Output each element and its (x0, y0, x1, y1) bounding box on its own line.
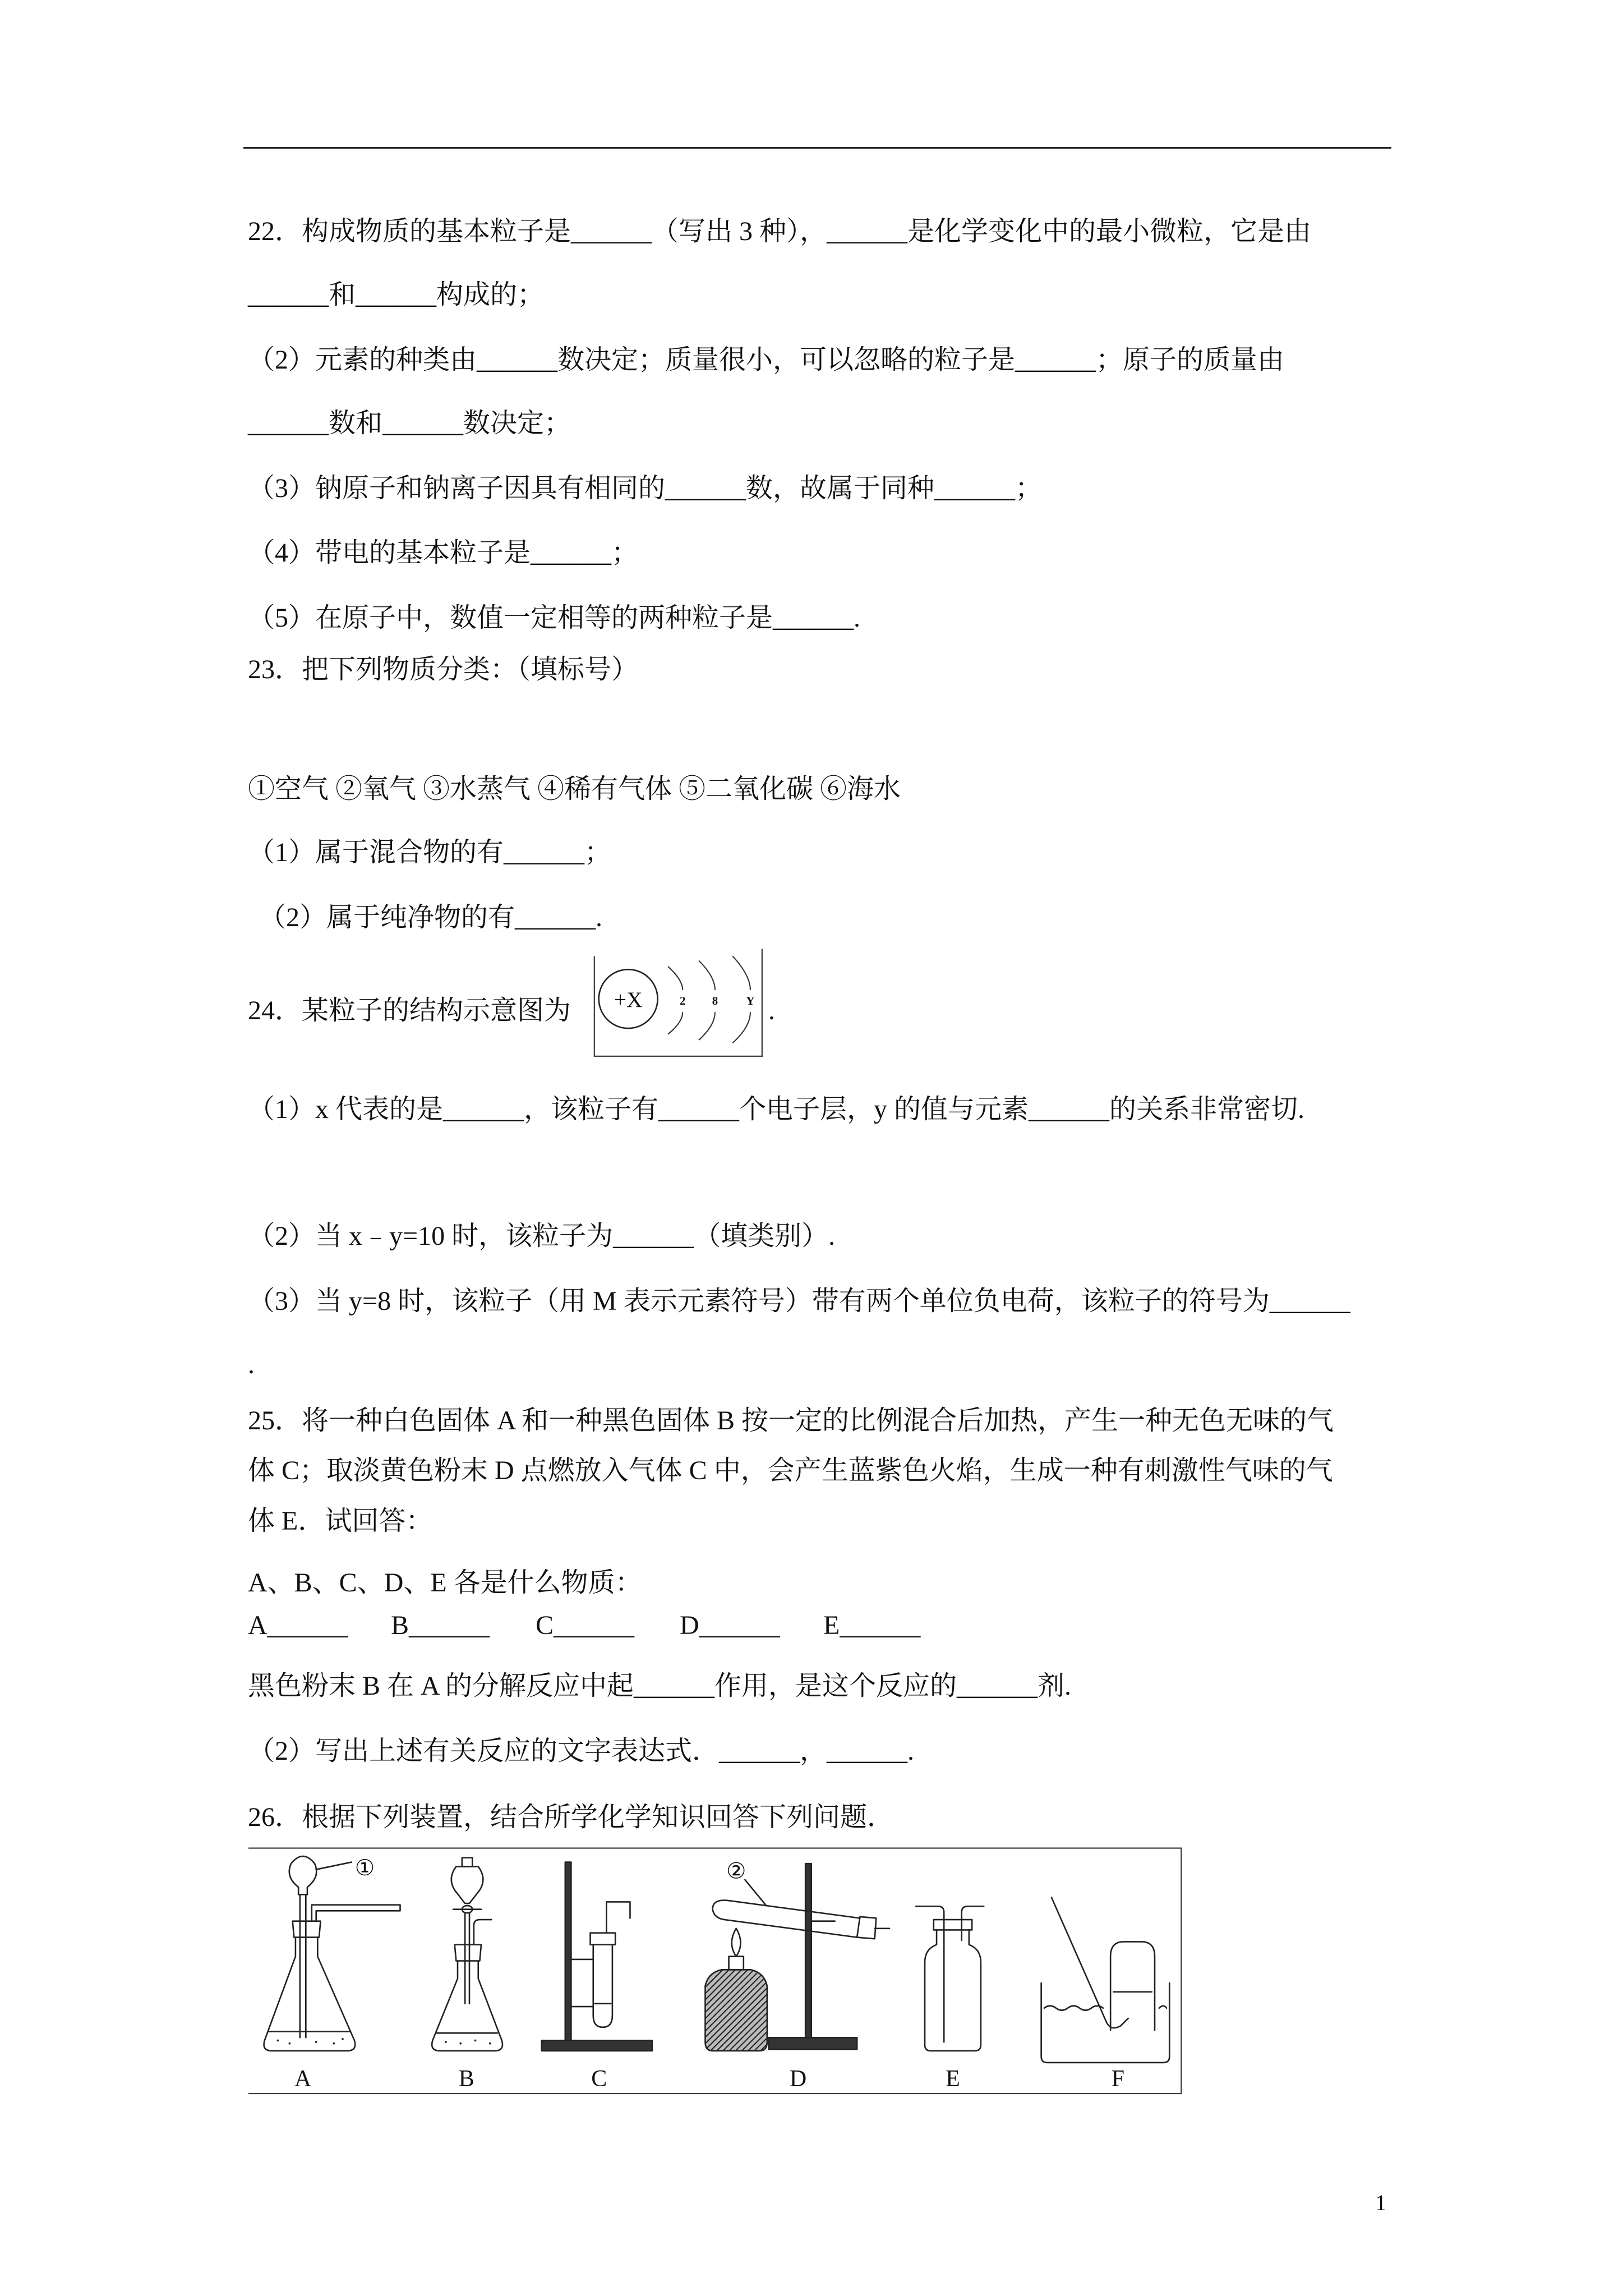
shell-3-electron-count: Y (746, 994, 755, 1008)
q23-part-2: （2）属于纯净物的有______. (259, 903, 603, 932)
apparatus-d (705, 1864, 889, 2051)
q25-stem-line-3: 体 E．试回答： (248, 1506, 433, 1536)
particle-structure-diagram (590, 946, 769, 1061)
alcohol-lamp-wick-holder (729, 1957, 744, 1970)
q25-prompt: A、B、C、D、E 各是什么物质： (248, 1568, 642, 1598)
q23-part-1: （1）属于混合物的有______； (248, 838, 612, 867)
stand-d-rod (805, 1864, 811, 2037)
flask-a-body (264, 1938, 356, 2051)
flask-b-liquid-dots (445, 2040, 491, 2045)
flask-a-liquid-dots (277, 2038, 344, 2045)
q22-part-5: （5）在原子中，数值一定相等的两种粒子是______. (248, 603, 861, 633)
q22-part-4: （4）带电的基本粒子是______； (248, 538, 639, 568)
apparatus-figure (248, 1844, 1186, 2098)
flask-b-body (432, 1961, 502, 2051)
stand-c-base (542, 2041, 652, 2051)
q24-part-3-line-1: （3）当 y=8 时，该粒子（用 M 表示元素符号）带有两个单位负电荷，该粒子的符号为______ (248, 1286, 1350, 1316)
alcohol-lamp-body (705, 1970, 767, 2051)
flask-b-side-tube (474, 1920, 492, 1945)
separatory-funnel-stem (465, 1914, 469, 2004)
apparatus-c (542, 1862, 652, 2051)
gas-bottle-e (925, 1930, 981, 2050)
liquid-dot (277, 2040, 279, 2042)
inverted-gas-bottle (1110, 1941, 1155, 2030)
gas-bottle-e-long-tube (916, 1906, 944, 2042)
apparatus-a (264, 1856, 400, 2051)
q24-part-1: （1）x 代表的是______，该粒子有______个电子层，y 的值与元素______的关系非常密切. (248, 1094, 1305, 1124)
header-rule (243, 147, 1391, 149)
q24-part-2: （2）当 x﹣y=10 时，该粒子为______（填类别）. (248, 1221, 836, 1251)
stand-c-clamp (571, 1959, 593, 2007)
liquid-dot (474, 2040, 477, 2042)
flask-a-stopper (293, 1921, 321, 1938)
label-c: C (591, 2065, 607, 2092)
q25-blank-b: B______ (391, 1611, 490, 1640)
q22-stem-line-2: ______和______构成的； (248, 280, 545, 310)
q25-blank-d: D______ (680, 1611, 780, 1640)
q25-blank-c: C______ (536, 1611, 635, 1640)
q26-stem: 26．根据下列装置，结合所学化学知识回答下列问题． (248, 1802, 895, 1832)
flask-b-stopper (455, 1945, 481, 1961)
liquid-dot (333, 2042, 335, 2045)
apparatus-e (916, 1906, 984, 2051)
callout-2-label: ② (726, 1858, 746, 1884)
liquid-dot (289, 2042, 291, 2045)
stand-d-base (768, 2037, 857, 2049)
shell-2-electron-count: 8 (712, 994, 718, 1008)
callout-1-label: ① (354, 1856, 375, 1881)
liquid-dot (459, 2042, 462, 2045)
q24-stem: 24．某粒子的结构示意图为 (248, 996, 571, 1025)
q25-catalyst-line: 黑色粉末 B 在 A 的分解反应中起______作用，是这个反应的______剂. (248, 1671, 1072, 1701)
thistle-funnel-bulb (289, 1856, 317, 1894)
q22-part-2-line-2: ______数和______数决定； (248, 408, 571, 438)
apparatus-f (1041, 1898, 1170, 2063)
thistle-funnel-stem (300, 1894, 306, 2037)
label-d: D (789, 2065, 807, 2092)
q25-blank-a: A______ (248, 1611, 348, 1640)
q22-part-2-line-1: （2）元素的种类由______数决定；质量很小，可以忽略的粒子是______；原子的质量由 (248, 345, 1285, 375)
q23-stem: 23．把下列物质分类：（填标号） (248, 655, 639, 684)
label-e: E (946, 2065, 960, 2092)
liquid-dot (315, 2041, 317, 2043)
q24-part-3-line-2: . (248, 1350, 255, 1379)
stand-c-rod (565, 1862, 571, 2041)
q22-stem-line-1: 22．构成物质的基本粒子是______（写出 3 种），______是化学变化中的最小微粒，它是由 (248, 217, 1312, 246)
separatory-funnel-stopper (462, 1858, 472, 1867)
test-tube-c (593, 1945, 612, 2027)
trough-water-surface (1044, 2006, 1166, 2010)
gas-bottle-e-stopper (934, 1920, 972, 1930)
test-tube-c-delivery-tube (606, 1902, 630, 1932)
q25-part-2: （2）写出上述有关反应的文字表达式．______，______. (248, 1736, 915, 1766)
q22-part-3: （3）钠原子和钠离子因具有相同的______数，故属于同种______； (248, 473, 1043, 503)
callout-1-leader (316, 1862, 352, 1870)
separatory-funnel-bulb (451, 1866, 483, 1903)
q25-stem-line-2: 体 C；取淡黄色粉末 D 点燃放入气体 C 中，会产生蓝紫色火焰，生成一种有刺激性气味的气 (248, 1456, 1333, 1485)
alcohol-lamp-flame (732, 1929, 741, 1957)
flask-a-delivery-tube (312, 1905, 400, 1921)
test-tube-c-stopper (591, 1933, 616, 1945)
q25-blank-e: E______ (823, 1611, 921, 1640)
page-number: 1 (1375, 2190, 1386, 2215)
test-tube-d-stopper (857, 1917, 876, 1939)
water-trough (1041, 1983, 1170, 2063)
q23-options: ①空气 ②氧气 ③水蒸气 ④稀有气体 ⑤二氧化碳 ⑥海水 (248, 774, 901, 804)
callout-2-leader (745, 1880, 766, 1905)
label-f: F (1111, 2065, 1124, 2092)
liquid-dot (445, 2041, 447, 2043)
shell-1-electron-count: 2 (680, 994, 686, 1008)
liquid-dot (489, 2042, 491, 2045)
nucleus-charge-label: +X (614, 987, 643, 1013)
liquid-dot (342, 2038, 344, 2040)
label-a: A (294, 2065, 312, 2092)
apparatus-b (432, 1858, 502, 2051)
q25-stem-line-1: 25．将一种白色固体 A 和一种黑色固体 B 按一定的比例混合后加热，产生一种无色无味的气 (248, 1406, 1334, 1435)
q24-stem-end: . (768, 996, 775, 1025)
label-b: B (458, 2065, 474, 2092)
